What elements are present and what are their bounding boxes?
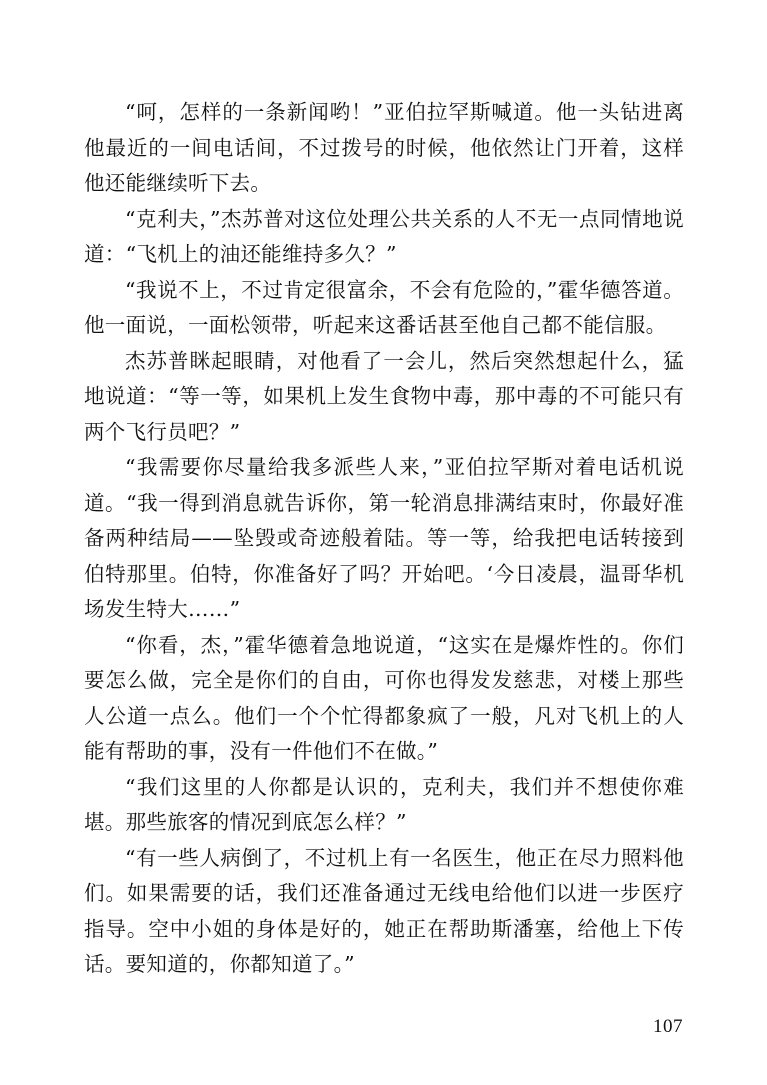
paragraph: “克利夫，”杰苏普对这位处理公共关系的人不无一点同情地说道：“飞机上的油还能维持多久？”: [84, 206, 684, 266]
paragraph: “我说不上，不过肯定很富余，不会有危险的，”霍华德答道。他一面说，一面松领带，听起来这番话甚至他自己都不能信服。: [84, 277, 684, 337]
paragraph: “你看，杰，”霍华德着急地说道，“这实在是爆炸性的。你们要怎么做，完全是你们的自由，可你也得发发慈悲，对楼上那些人公道一点么。他们一个个忙得都象疯了一般，凡对飞机上的人能有帮助的事，没有一件他们不在做。”: [84, 632, 684, 763]
paragraph: “我需要你尽量给我多派些人来，”亚伯拉罕斯对着电话机说道。“我一得到消息就告诉你，第一轮消息排满结束时，你最好准备两种结局——坠毁或奇迹般着陆。等一等，给我把电话转接到伯特那里。伯特，你准备好了吗？开始吧。‘今日凌晨，温哥华机场发生特大……”: [84, 455, 684, 621]
paragraph: “有一些人病倒了，不过机上有一名医生，他正在尽力照料他们。如果需要的话，我们还准备通过无线电给他们以进一步医疗指导。空中小姐的身体是好的，她正在帮助斯潘塞，给他上下传话。要知道的，你都知道了。”: [84, 845, 684, 976]
body-text: [84, 95, 684, 983]
paragraph: “我们这里的人你都是认识的，克利夫，我们并不想使你难堪。那些旅客的情况到底怎么样？”: [84, 774, 684, 834]
page-number: 107: [653, 1016, 683, 1037]
paragraph: 杰苏普眯起眼睛，对他看了一会儿，然后突然想起什么，猛地说道：“等一等，如果机上发生食物中毒，那中毒的不可能只有两个飞行员吧？”: [84, 348, 684, 444]
paragraph: “呵，怎样的一条新闻哟！”亚伯拉罕斯喊道。他一头钻进离他最近的一间电话间，不过拨号的时候，他依然让门开着，这样他还能继续听下去。: [84, 100, 684, 195]
